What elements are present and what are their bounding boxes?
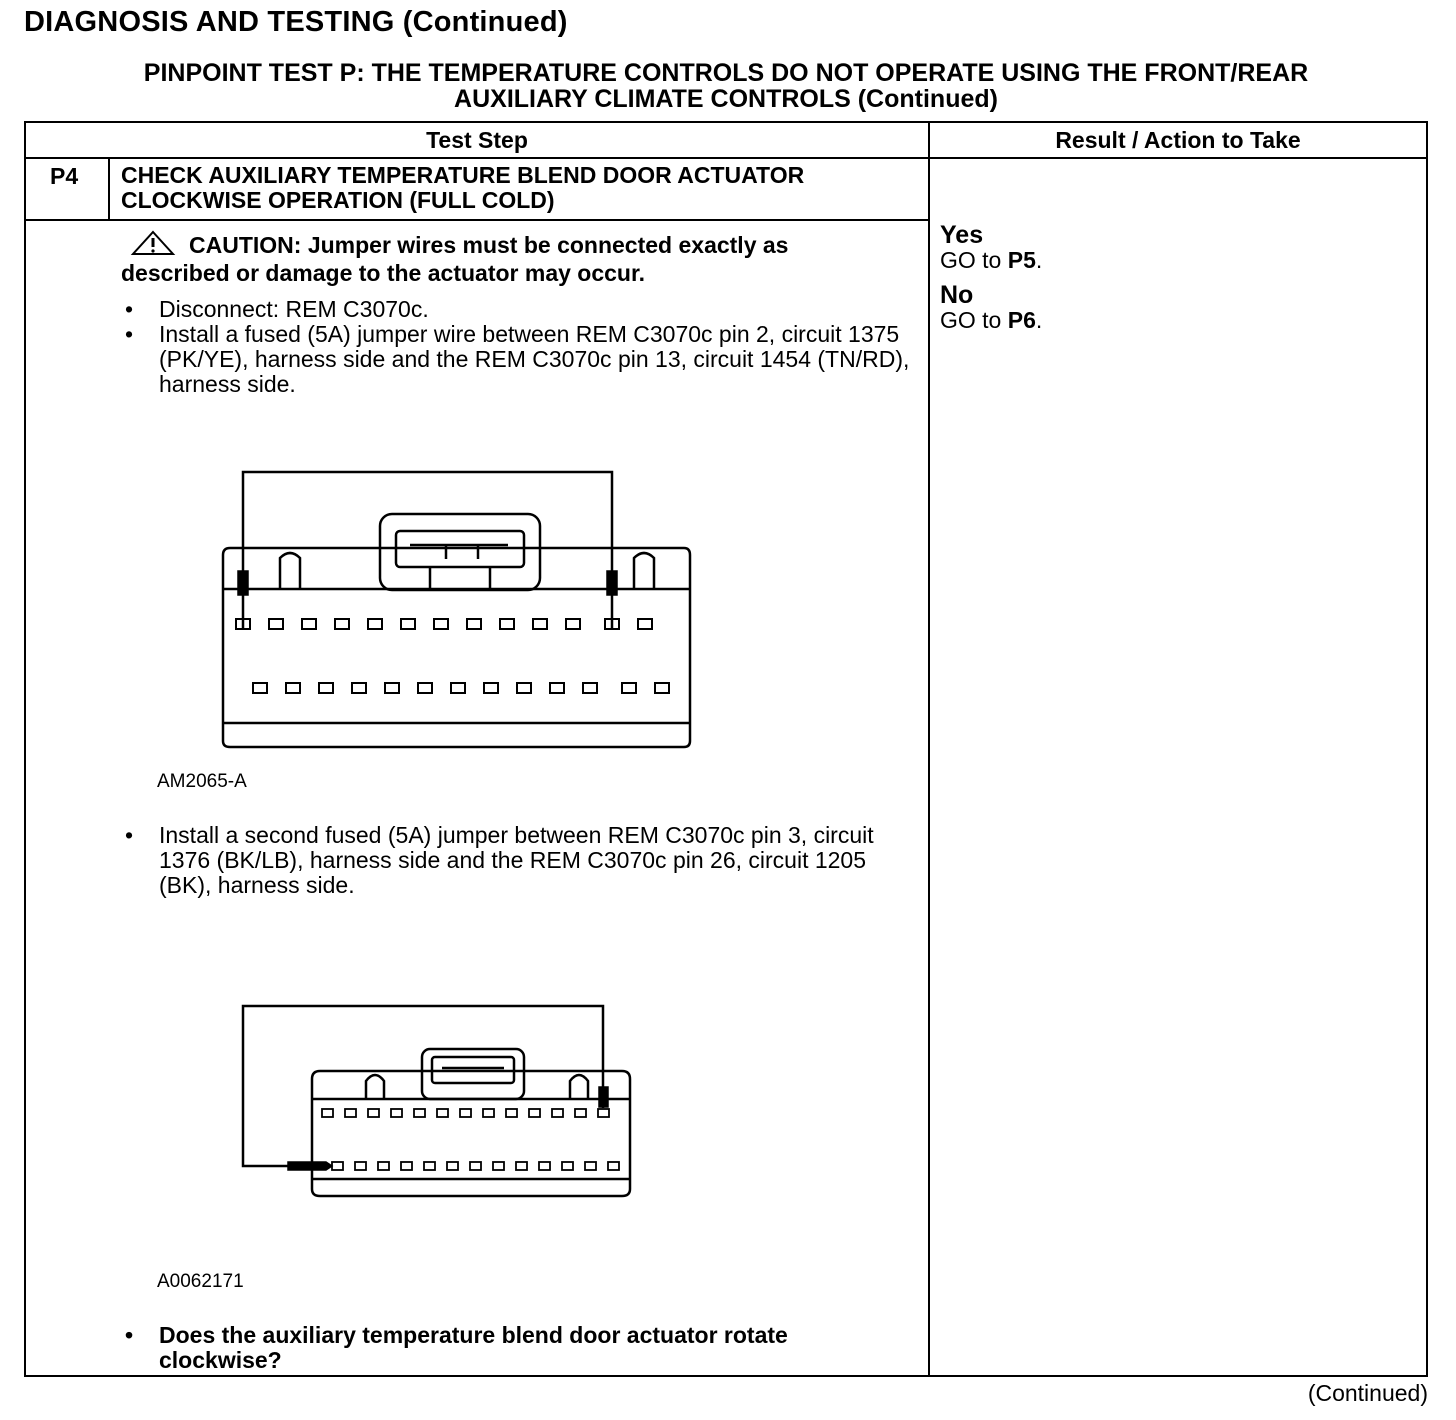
step-title-line-2: CLOCKWISE OPERATION (FULL COLD) (121, 187, 555, 213)
figure-2-code: A0062171 (157, 1271, 244, 1292)
result-no (940, 283, 1042, 333)
bullet-install-jumper-1: • Install a fused (5A) jumper wire between REM C3070c pin 2, circuit 1375 (PK/YE), harness side and the REM C3070c pin 13, circuit 1454 (TN/RD), harness side. (121, 322, 911, 397)
result-no-prefix: GO to (940, 307, 1008, 333)
result-no-target[interactable]: P6 (1007, 307, 1036, 333)
step-id: P4 (50, 163, 79, 189)
subtitle-line-1: PINPOINT TEST P: THE TEMPERATURE CONTROLS DO NOT OPERATE USING THE FRONT/REAR (143, 59, 1309, 87)
subtitle-line-2: AUXILIARY CLIMATE CONTROLS (Continued) (454, 85, 998, 113)
caution-line-1: CAUTION: Jumper wires must be connected exactly as (189, 232, 789, 258)
result-yes-label: Yes (940, 221, 984, 249)
result-no-label: No (940, 281, 974, 309)
result-yes-action (940, 248, 1042, 273)
result-yes-period: . (1035, 247, 1043, 273)
result-no-action (940, 308, 1042, 333)
connector-body-2 (312, 1071, 630, 1196)
connector-diagram-2 (26, 123, 1426, 1373)
result-no-period: . (1035, 307, 1043, 333)
step-question: • Does the auxiliary temperature blend door actuator rotate clockwise? (121, 1323, 901, 1373)
continued-note: (Continued) (1307, 1380, 1428, 1406)
pinpoint-test-title (24, 60, 1428, 112)
result-yes-target[interactable]: P5 (1007, 247, 1036, 273)
result-yes-prefix: GO to (940, 247, 1008, 273)
test-step-table (24, 121, 1428, 1377)
figure-1-code: AM2065-A (157, 771, 247, 792)
header-test-step: Test Step (426, 127, 528, 153)
header-result: Result / Action to Take (1055, 127, 1301, 153)
result-yes (940, 223, 1042, 273)
bullet-disconnect: • Disconnect: REM C3070c. (121, 297, 911, 322)
bullet-install-jumper-2: • Install a second fused (5A) jumper between REM C3070c pin 3, circuit 1376 (BK/LB), harness side and the REM C3070c pin 26, circuit 1205 (BK), harness side. (121, 823, 911, 898)
caution-line-2: described or damage to the actuator may occur. (121, 260, 646, 286)
step-title-line-1: CHECK AUXILIARY TEMPERATURE BLEND DOOR ACTUATOR (121, 162, 805, 188)
page-title: DIAGNOSIS AND TESTING (Continued) (24, 6, 568, 38)
